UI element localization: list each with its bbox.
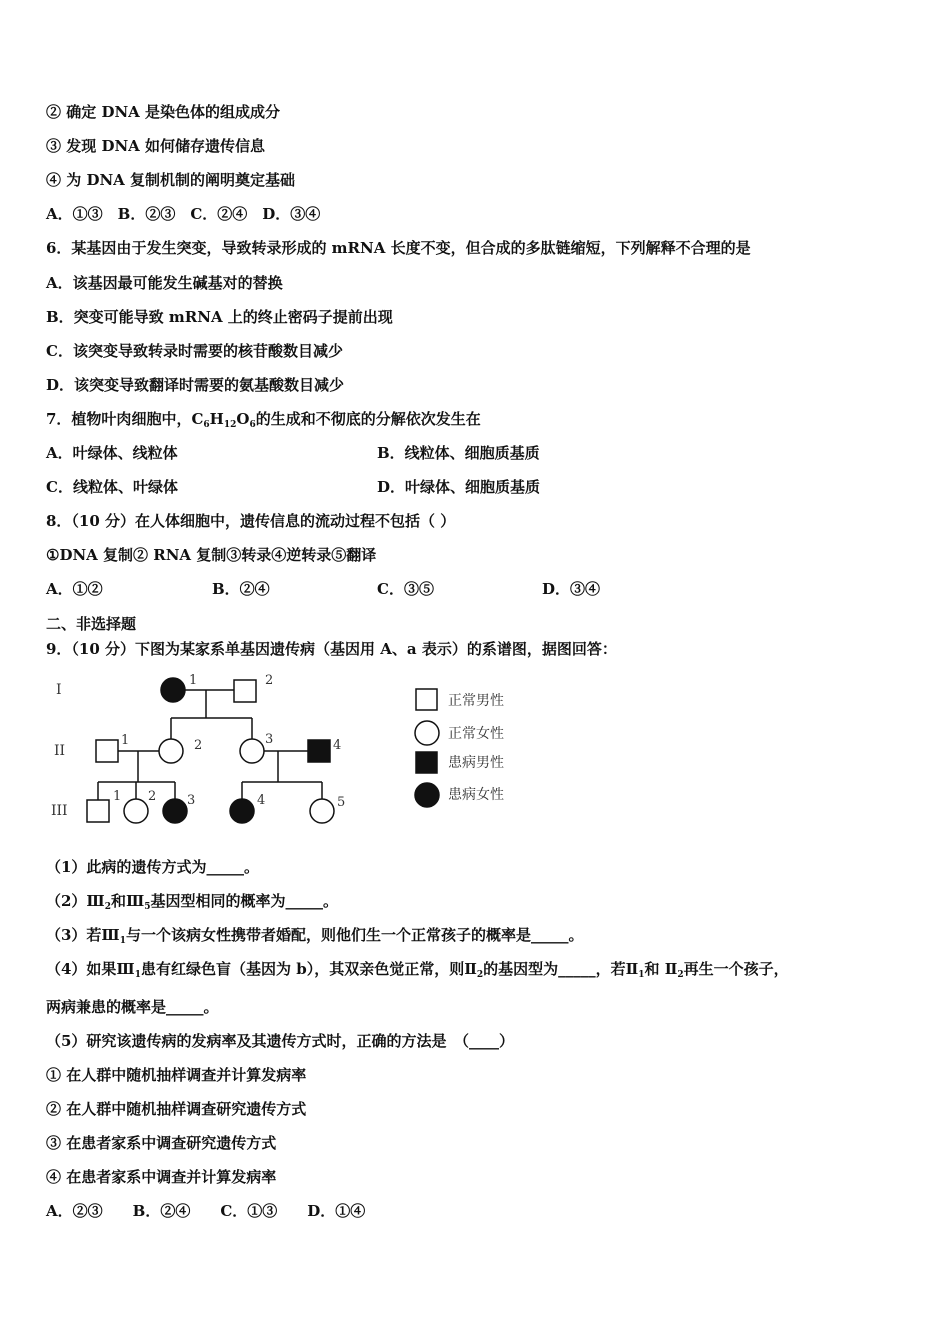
q9-p2-mid: 和Ⅲ (110, 892, 145, 910)
q9-statement-2: ② 在人群中随机抽样调查研究遗传方式 (46, 1100, 307, 1118)
q5-statement-4: ④ 为 DNA 复制机制的阐明奠定基础 (46, 171, 296, 189)
q9-p4-sub2: 2 (476, 970, 484, 980)
legend-normal-female: 正常女性 (448, 726, 504, 742)
q6-option-a: A．该基因最可能发生碱基对的替换 (46, 274, 283, 292)
q8-stem: 8．（10 分）在人体细胞中，遗传信息的流动过程不包括（ ） (46, 512, 456, 530)
q6-stem: 6．某基因由于发生突变，导致转录形成的 mRNA 长度不变，但合成的多肽链缩短，下列解释不合理的是 (46, 239, 751, 257)
q5-options: A．①③ B．②③ C．②④ D．③④ (46, 205, 321, 223)
q7-row-1 (46, 443, 540, 463)
section-title: 二、非选择题 (46, 615, 137, 633)
q7-option-d: D．叶绿体、细胞质基质 (377, 478, 541, 496)
q9-p4-c: 的基因型为_____，若Ⅱ (483, 960, 639, 978)
q9-p4-sub3: 1 (638, 970, 645, 980)
iii2-normal-female (124, 799, 148, 823)
q8-option-d: D．③④ (542, 580, 601, 598)
ii1-normal-male (96, 740, 118, 762)
q9-part-1: （1）此病的遗传方式为_____。 (46, 858, 259, 876)
q5-statement-3: ③ 发现 DNA 如何储存遗传信息 (46, 137, 266, 155)
q6-option-c: C．该突变导致转录时需要的核苷酸数目减少 (46, 342, 343, 360)
iii3-affected-female (163, 799, 187, 823)
q9-p2-post: 基因型相同的概率为_____。 (150, 892, 339, 910)
q8-option-c: C．③⑤ (377, 580, 434, 598)
q9-p2-pre: （2）Ⅲ (46, 892, 105, 910)
q9-statement-1: ① 在人群中随机抽样调查并计算发病率 (46, 1066, 307, 1084)
q8-items: ①DNA 复制② RNA 复制③转录④逆转录⑤翻译 (46, 546, 377, 564)
q9-p4-sub1: 1 (134, 970, 141, 980)
legend-normal-male: 正常男性 (448, 693, 504, 709)
gen-2-label: II (54, 743, 66, 759)
q9-part-4-line2: 两病兼患的概率是_____。 (46, 998, 219, 1016)
iii4-affected-female (230, 799, 254, 823)
q9-p4-d: 和 Ⅱ (644, 960, 678, 978)
ii1-number: 1 (121, 733, 130, 748)
legend-affected-female-icon (415, 783, 439, 807)
q9-p4-b: 患有红绿色盲（基因为 b），其双亲色觉正常，则Ⅱ (140, 960, 477, 978)
q9-part-2 (46, 891, 338, 917)
q9-p4-sub4: 2 (677, 970, 684, 980)
q7-row-2 (46, 477, 541, 497)
q7-h: H (209, 410, 224, 428)
q7-option-b: B．线粒体、细胞质基质 (377, 444, 540, 462)
iii1-number: 1 (113, 789, 122, 804)
q7-sub-2: 12 (223, 420, 237, 430)
q7-sub-3: 6 (249, 420, 256, 430)
gen-1-label: I (56, 682, 62, 698)
q9-part-5: （5）研究该遗传病的发病率及其遗传方式时，正确的方法是 （____） (46, 1032, 514, 1050)
q9-stem: 9．（10 分）下图为某家系单基因遗传病（基因用 A、a 表示）的系谱图，据图回答： (46, 640, 617, 658)
q7-stem-post: 的生成和不彻底的分解依次发生在 (255, 410, 481, 428)
i2-normal-male (234, 680, 256, 702)
q9-statement-4: ④ 在患者家系中调查并计算发病率 (46, 1168, 277, 1186)
i1-affected-female (161, 678, 185, 702)
iii3-number: 3 (187, 793, 196, 808)
q9-p2-sub2: 5 (144, 902, 151, 912)
q9-p3-post: 与一个该病女性携带者婚配，则他们生一个正常孩子的概率是_____。 (125, 926, 584, 944)
q6-option-b: B．突变可能导致 mRNA 上的终止密码子提前出现 (46, 308, 393, 326)
ii3-number: 3 (265, 732, 274, 747)
q8-option-a: A．①② (46, 580, 103, 598)
q9-part-3 (46, 925, 584, 951)
legend-affected-male: 患病男性 (448, 755, 504, 771)
legend-affected-female: 患病女性 (448, 787, 504, 803)
pedigree-chart (46, 668, 526, 833)
q7-o: O (236, 410, 250, 428)
iii4-number: 4 (257, 793, 266, 808)
q7-stem (46, 409, 481, 435)
q9-p3-pre: （3）若Ⅲ (46, 926, 120, 944)
q6-option-d: D．该突变导致翻译时需要的氨基酸数目减少 (46, 376, 345, 394)
q9-statement-3: ③ 在患者家系中调查研究遗传方式 (46, 1134, 277, 1152)
q8-option-b: B．②④ (212, 580, 270, 598)
q7-option-c: C．线粒体、叶绿体 (46, 478, 178, 496)
legend-affected-male-icon (416, 752, 437, 773)
ii2-normal-female (159, 739, 183, 763)
q9-p3-sub1: 1 (119, 936, 126, 946)
q7-stem-pre: 7．植物叶肉细胞中，C (46, 410, 204, 428)
iii5-normal-female (310, 799, 334, 823)
i2-number: 2 (265, 673, 274, 688)
q9-options: A．②③ B．②④ C．①③ D．①④ (46, 1202, 366, 1220)
q9-p4-e: 再生一个孩子， (683, 960, 789, 978)
ii4-affected-male (308, 740, 330, 762)
ii4-number: 4 (333, 738, 342, 753)
ii3-normal-female (240, 739, 264, 763)
legend-normal-female-icon (415, 721, 439, 745)
q7-option-a: A．叶绿体、线粒体 (46, 444, 178, 462)
iii1-normal-male (87, 800, 109, 822)
q8-options (46, 579, 601, 599)
legend-normal-male-icon (416, 689, 437, 710)
iii5-number: 5 (337, 795, 346, 810)
q9-p2-sub1: 2 (104, 902, 111, 912)
q9-part-4 (46, 959, 789, 985)
q5-statement-2: ② 确定 DNA 是染色体的组成成分 (46, 103, 281, 121)
q9-p4-a: （4）如果Ⅲ (46, 960, 135, 978)
q7-sub-1: 6 (203, 420, 210, 430)
gen-3-label: III (51, 803, 68, 819)
iii2-number: 2 (148, 789, 157, 804)
ii2-number: 2 (194, 738, 203, 753)
i1-number: 1 (189, 673, 198, 688)
